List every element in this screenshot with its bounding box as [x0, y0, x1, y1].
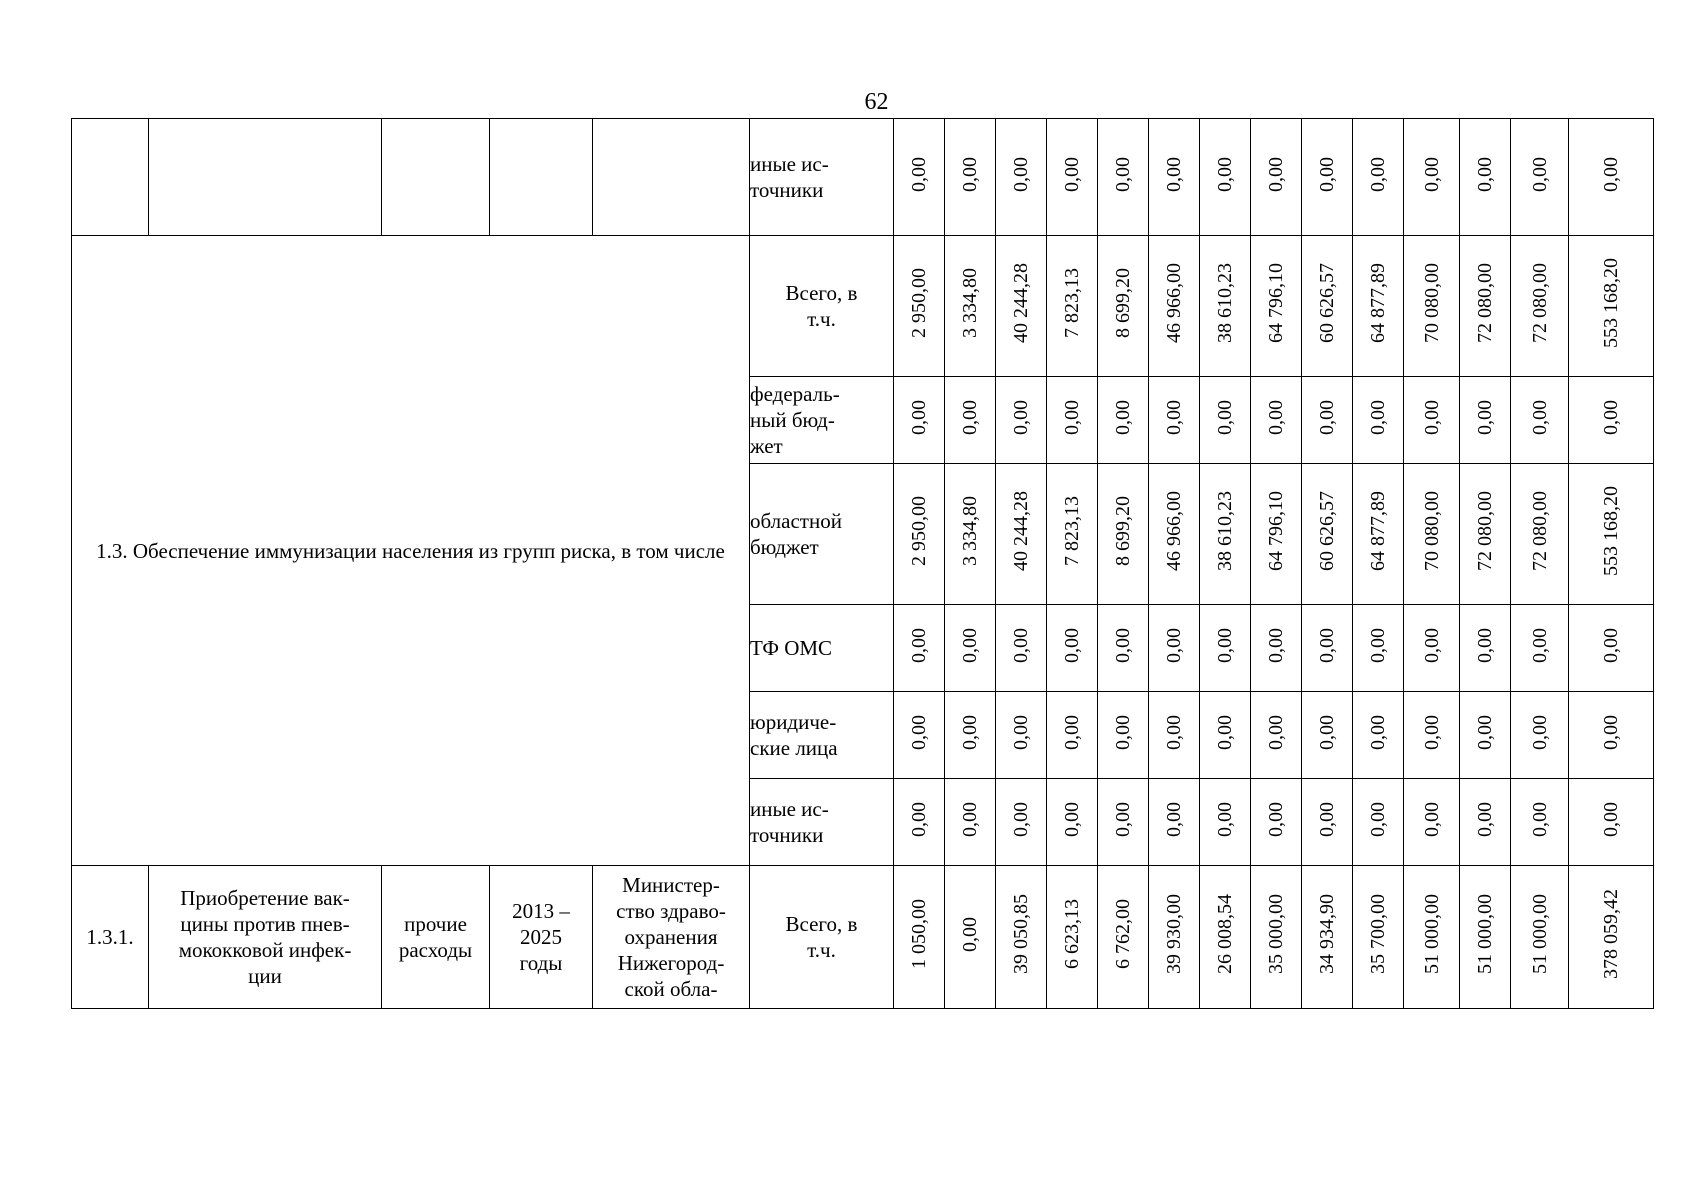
value-cell	[1569, 605, 1654, 692]
value-cell	[1149, 866, 1200, 1009]
value: 0,00	[1010, 399, 1032, 435]
value-cell	[1511, 464, 1569, 605]
value: 2 950,00	[908, 496, 930, 566]
value-cell	[945, 605, 996, 692]
value: 0,00	[1367, 627, 1389, 663]
value-cell	[1149, 236, 1200, 377]
empty-cell	[382, 119, 490, 236]
value-cell	[1302, 692, 1353, 779]
funding-source	[750, 779, 894, 866]
value: 6 762,00	[1112, 899, 1134, 969]
value-cell	[1251, 377, 1302, 464]
value-cell	[1404, 779, 1460, 866]
value-cell	[1200, 119, 1251, 236]
value: 0,00	[1316, 399, 1338, 435]
value-cell	[1098, 464, 1149, 605]
value-cell	[1200, 692, 1251, 779]
value: 0,00	[1528, 627, 1551, 663]
value: 0,00	[1420, 156, 1443, 192]
value: 0,00	[1010, 627, 1032, 663]
value-cell	[894, 119, 945, 236]
value: 378 059,42	[1600, 889, 1622, 979]
value-cell	[1404, 464, 1460, 605]
value: 0,00	[1316, 714, 1338, 750]
funding-source-text: иные ис- точники	[750, 797, 829, 847]
value-cell	[1149, 605, 1200, 692]
value-cell	[894, 605, 945, 692]
value-cell	[1251, 464, 1302, 605]
value-cell	[1511, 779, 1569, 866]
value-cell	[1569, 236, 1654, 377]
value-cell	[1047, 605, 1098, 692]
value: 0,00	[1214, 801, 1236, 837]
value: 38 610,23	[1214, 263, 1236, 343]
value-cell	[894, 236, 945, 377]
value: 0,00	[1163, 801, 1185, 837]
value-cell	[894, 779, 945, 866]
value: 0,00	[959, 627, 981, 663]
value-cell	[1302, 119, 1353, 236]
table-row	[72, 119, 1654, 236]
value-cell	[945, 866, 996, 1009]
value: 0,00	[1214, 714, 1236, 750]
value-cell	[996, 605, 1047, 692]
value-cell	[1404, 236, 1460, 377]
value-cell	[1200, 866, 1251, 1009]
executor	[593, 866, 750, 1009]
value-cell	[1353, 779, 1404, 866]
value: 72 080,00	[1528, 263, 1551, 343]
value-cell	[1404, 866, 1460, 1009]
value-cell	[996, 779, 1047, 866]
value-cell	[1251, 866, 1302, 1009]
value: 0,00	[1112, 156, 1134, 192]
value-cell	[1149, 692, 1200, 779]
value-cell	[1511, 119, 1569, 236]
value: 0,00	[1214, 156, 1236, 192]
value: 60 626,57	[1316, 491, 1338, 571]
value: 0,00	[1316, 627, 1338, 663]
value: 0,00	[959, 156, 981, 192]
funding-source-text: областной бюджет	[750, 509, 842, 559]
value-cell	[996, 464, 1047, 605]
value-cell	[1511, 692, 1569, 779]
value: 3 334,80	[959, 496, 981, 566]
value: 0,00	[1367, 714, 1389, 750]
value-cell	[1251, 236, 1302, 377]
value: 0,00	[1061, 627, 1083, 663]
empty-cell	[149, 119, 382, 236]
value: 0,00	[1420, 801, 1443, 837]
value-cell	[1251, 605, 1302, 692]
value-cell	[1302, 605, 1353, 692]
value: 0,00	[1420, 399, 1443, 435]
value: 0,00	[1474, 714, 1496, 750]
value: 0,00	[1214, 399, 1236, 435]
value: 0,00	[959, 916, 981, 952]
value-cell	[1047, 866, 1098, 1009]
value: 60 626,57	[1316, 263, 1338, 343]
value-cell	[1460, 866, 1511, 1009]
value-cell	[1200, 779, 1251, 866]
value-cell	[1200, 464, 1251, 605]
value-cell	[1149, 779, 1200, 866]
funding-source-text: Всего, в т.ч.	[785, 281, 858, 331]
value: 0,00	[1367, 156, 1389, 192]
value-cell	[1353, 464, 1404, 605]
expense-type-text: прочие расходы	[398, 912, 473, 962]
value: 51 000,00	[1474, 894, 1496, 974]
value: 0,00	[1600, 399, 1622, 435]
value: 0,00	[1528, 156, 1551, 192]
value-cell	[1302, 464, 1353, 605]
value: 6 623,13	[1061, 899, 1083, 969]
value-cell	[1511, 236, 1569, 377]
value-cell	[1404, 119, 1460, 236]
value-cell	[894, 692, 945, 779]
value: 0,00	[1112, 801, 1134, 837]
value: 0,00	[1600, 801, 1622, 837]
value-cell	[1251, 119, 1302, 236]
value-cell	[945, 377, 996, 464]
value-cell	[1353, 119, 1404, 236]
value-cell	[1098, 779, 1149, 866]
value-cell	[1098, 866, 1149, 1009]
value-cell	[1098, 692, 1149, 779]
value: 0,00	[959, 399, 981, 435]
value-cell	[1353, 866, 1404, 1009]
value: 0,00	[959, 714, 981, 750]
value-cell	[1047, 692, 1098, 779]
value: 38 610,23	[1214, 491, 1236, 571]
funding-source	[750, 119, 894, 236]
value: 0,00	[1061, 801, 1083, 837]
value: 0,00	[1112, 627, 1134, 663]
value-cell	[1404, 377, 1460, 464]
value: 0,00	[1265, 627, 1287, 663]
value: 0,00	[1600, 156, 1622, 192]
value-cell	[894, 377, 945, 464]
empty-cell	[72, 119, 149, 236]
value: 70 080,00	[1420, 491, 1443, 571]
value: 0,00	[1474, 627, 1496, 663]
empty-cell	[490, 119, 593, 236]
value: 0,00	[1528, 714, 1551, 750]
value: 72 080,00	[1474, 491, 1496, 571]
value-cell	[1251, 692, 1302, 779]
value-cell	[945, 692, 996, 779]
value: 553 168,20	[1600, 258, 1622, 348]
value: 0,00	[1367, 399, 1389, 435]
value: 35 700,00	[1367, 894, 1389, 974]
value: 8 699,20	[1112, 268, 1134, 338]
value-cell	[996, 119, 1047, 236]
value: 0,00	[1367, 801, 1389, 837]
value: 46 966,00	[1163, 263, 1185, 343]
value-cell	[1353, 236, 1404, 377]
value: 8 699,20	[1112, 496, 1134, 566]
value: 0,00	[1420, 627, 1443, 663]
value-cell	[996, 692, 1047, 779]
value-cell	[1149, 464, 1200, 605]
value: 0,00	[1061, 399, 1083, 435]
value-cell	[1302, 866, 1353, 1009]
funding-source	[750, 692, 894, 779]
value: 0,00	[1163, 156, 1185, 192]
value-cell	[945, 779, 996, 866]
value: 0,00	[908, 156, 930, 192]
value: 0,00	[1474, 399, 1496, 435]
value: 72 080,00	[1474, 263, 1496, 343]
value: 0,00	[1163, 627, 1185, 663]
page-number: 62	[864, 89, 889, 115]
value-cell	[1353, 377, 1404, 464]
value: 0,00	[1600, 627, 1622, 663]
value: 0,00	[908, 801, 930, 837]
period	[490, 866, 593, 1009]
value-cell	[1404, 692, 1460, 779]
value: 35 000,00	[1265, 894, 1287, 974]
value-cell	[1251, 779, 1302, 866]
value-cell	[1460, 119, 1511, 236]
value-cell	[1302, 236, 1353, 377]
value-cell	[894, 866, 945, 1009]
value-cell	[945, 119, 996, 236]
value: 0,00	[1265, 714, 1287, 750]
funding-source-text: федераль- ный бюд- жет	[750, 382, 840, 458]
value: 51 000,00	[1528, 894, 1551, 974]
value-cell	[1569, 377, 1654, 464]
value-cell	[1098, 236, 1149, 377]
value: 40 244,28	[1010, 491, 1032, 571]
value-cell	[1460, 236, 1511, 377]
value-cell	[1047, 779, 1098, 866]
value: 0,00	[1316, 156, 1338, 192]
value: 0,00	[1010, 156, 1032, 192]
value: 0,00	[1112, 399, 1134, 435]
value-cell	[1511, 605, 1569, 692]
value-cell	[1569, 779, 1654, 866]
funding-source	[750, 464, 894, 605]
value-cell	[1302, 377, 1353, 464]
value: 0,00	[1163, 399, 1185, 435]
funding-source-text: юридиче- ские лица	[750, 710, 838, 760]
executor-text: Министер- ство здраво- охранения Нижегород- ской обла-	[616, 873, 726, 1001]
value-cell	[1047, 119, 1098, 236]
item-name	[149, 866, 382, 1009]
value-cell	[1569, 866, 1654, 1009]
value: 0,00	[1600, 714, 1622, 750]
value: 40 244,28	[1010, 263, 1032, 343]
funding-source	[750, 866, 894, 1009]
value: 0,00	[1265, 156, 1287, 192]
value-cell	[1569, 692, 1654, 779]
value: 0,00	[908, 714, 930, 750]
table-row	[72, 866, 1654, 1009]
value: 64 877,89	[1367, 263, 1389, 343]
section-title-text: 1.3. Обеспечение иммунизации населения из групп риска, в том числе	[96, 538, 725, 563]
value-cell	[1047, 377, 1098, 464]
value-cell	[1302, 779, 1353, 866]
value-cell	[1200, 236, 1251, 377]
value: 72 080,00	[1528, 491, 1551, 571]
item-code	[72, 866, 149, 1009]
value: 70 080,00	[1420, 263, 1443, 343]
value-cell	[1460, 605, 1511, 692]
funding-source	[750, 377, 894, 464]
value: 64 796,10	[1265, 491, 1287, 571]
value-cell	[1047, 236, 1098, 377]
value: 0,00	[959, 801, 981, 837]
value-cell	[945, 464, 996, 605]
value: 0,00	[1316, 801, 1338, 837]
value: 51 000,00	[1420, 894, 1443, 974]
value-cell	[996, 236, 1047, 377]
value: 7 823,13	[1061, 268, 1083, 338]
value-cell	[1098, 377, 1149, 464]
item-name-text: Приобретение вак- цины против пнев- мококковой инфек- ции	[178, 886, 352, 988]
value: 0,00	[1061, 714, 1083, 750]
value: 0,00	[1420, 714, 1443, 750]
value-cell	[1098, 605, 1149, 692]
value-cell	[1460, 779, 1511, 866]
value-cell	[1149, 119, 1200, 236]
value: 0,00	[1010, 714, 1032, 750]
value: 2 950,00	[908, 268, 930, 338]
value-cell	[1353, 605, 1404, 692]
value-cell	[1200, 377, 1251, 464]
value-cell	[1353, 692, 1404, 779]
value: 0,00	[1112, 714, 1134, 750]
table-row	[72, 236, 1654, 377]
value-cell	[996, 866, 1047, 1009]
value: 0,00	[1474, 801, 1496, 837]
value: 0,00	[908, 627, 930, 663]
value: 0,00	[1010, 801, 1032, 837]
value: 46 966,00	[1163, 491, 1185, 571]
value: 64 796,10	[1265, 263, 1287, 343]
value: 0,00	[1265, 801, 1287, 837]
value-cell	[1569, 464, 1654, 605]
value-cell	[1404, 605, 1460, 692]
value: 0,00	[1061, 156, 1083, 192]
item-code-text: 1.3.1.	[86, 925, 134, 949]
value-cell	[1460, 464, 1511, 605]
value: 1 050,00	[908, 899, 930, 969]
value-cell	[1460, 692, 1511, 779]
value-cell	[1200, 605, 1251, 692]
funding-source-text: ТФ ОМС	[750, 636, 833, 660]
value-cell	[945, 236, 996, 377]
value: 553 168,20	[1600, 486, 1622, 576]
value: 0,00	[1474, 156, 1496, 192]
value-cell	[1511, 866, 1569, 1009]
value: 34 934,90	[1316, 894, 1338, 974]
value: 0,00	[1214, 627, 1236, 663]
value: 0,00	[1163, 714, 1185, 750]
value-cell	[1149, 377, 1200, 464]
value: 0,00	[908, 399, 930, 435]
empty-cell	[593, 119, 750, 236]
value: 39 930,00	[1163, 894, 1185, 974]
funding-source	[750, 236, 894, 377]
expense-type	[382, 866, 490, 1009]
value: 39 050,85	[1010, 894, 1032, 974]
funding-source-text: иные ис- точники	[750, 152, 829, 202]
value: 0,00	[1265, 399, 1287, 435]
funding-source	[750, 605, 894, 692]
value: 26 008,54	[1214, 894, 1236, 974]
value-cell	[1098, 119, 1149, 236]
value: 0,00	[1528, 399, 1551, 435]
value: 3 334,80	[959, 268, 981, 338]
budget-table	[71, 118, 1654, 1009]
funding-source-text: Всего, в т.ч.	[785, 912, 858, 962]
value-cell	[996, 377, 1047, 464]
value-cell	[1569, 119, 1654, 236]
value: 0,00	[1528, 801, 1551, 837]
period-text: 2013 – 2025 годы	[512, 899, 570, 975]
section-title	[72, 236, 750, 866]
value-cell	[1047, 464, 1098, 605]
value: 7 823,13	[1061, 496, 1083, 566]
value-cell	[1460, 377, 1511, 464]
value-cell	[894, 464, 945, 605]
value: 64 877,89	[1367, 491, 1389, 571]
value-cell	[1511, 377, 1569, 464]
